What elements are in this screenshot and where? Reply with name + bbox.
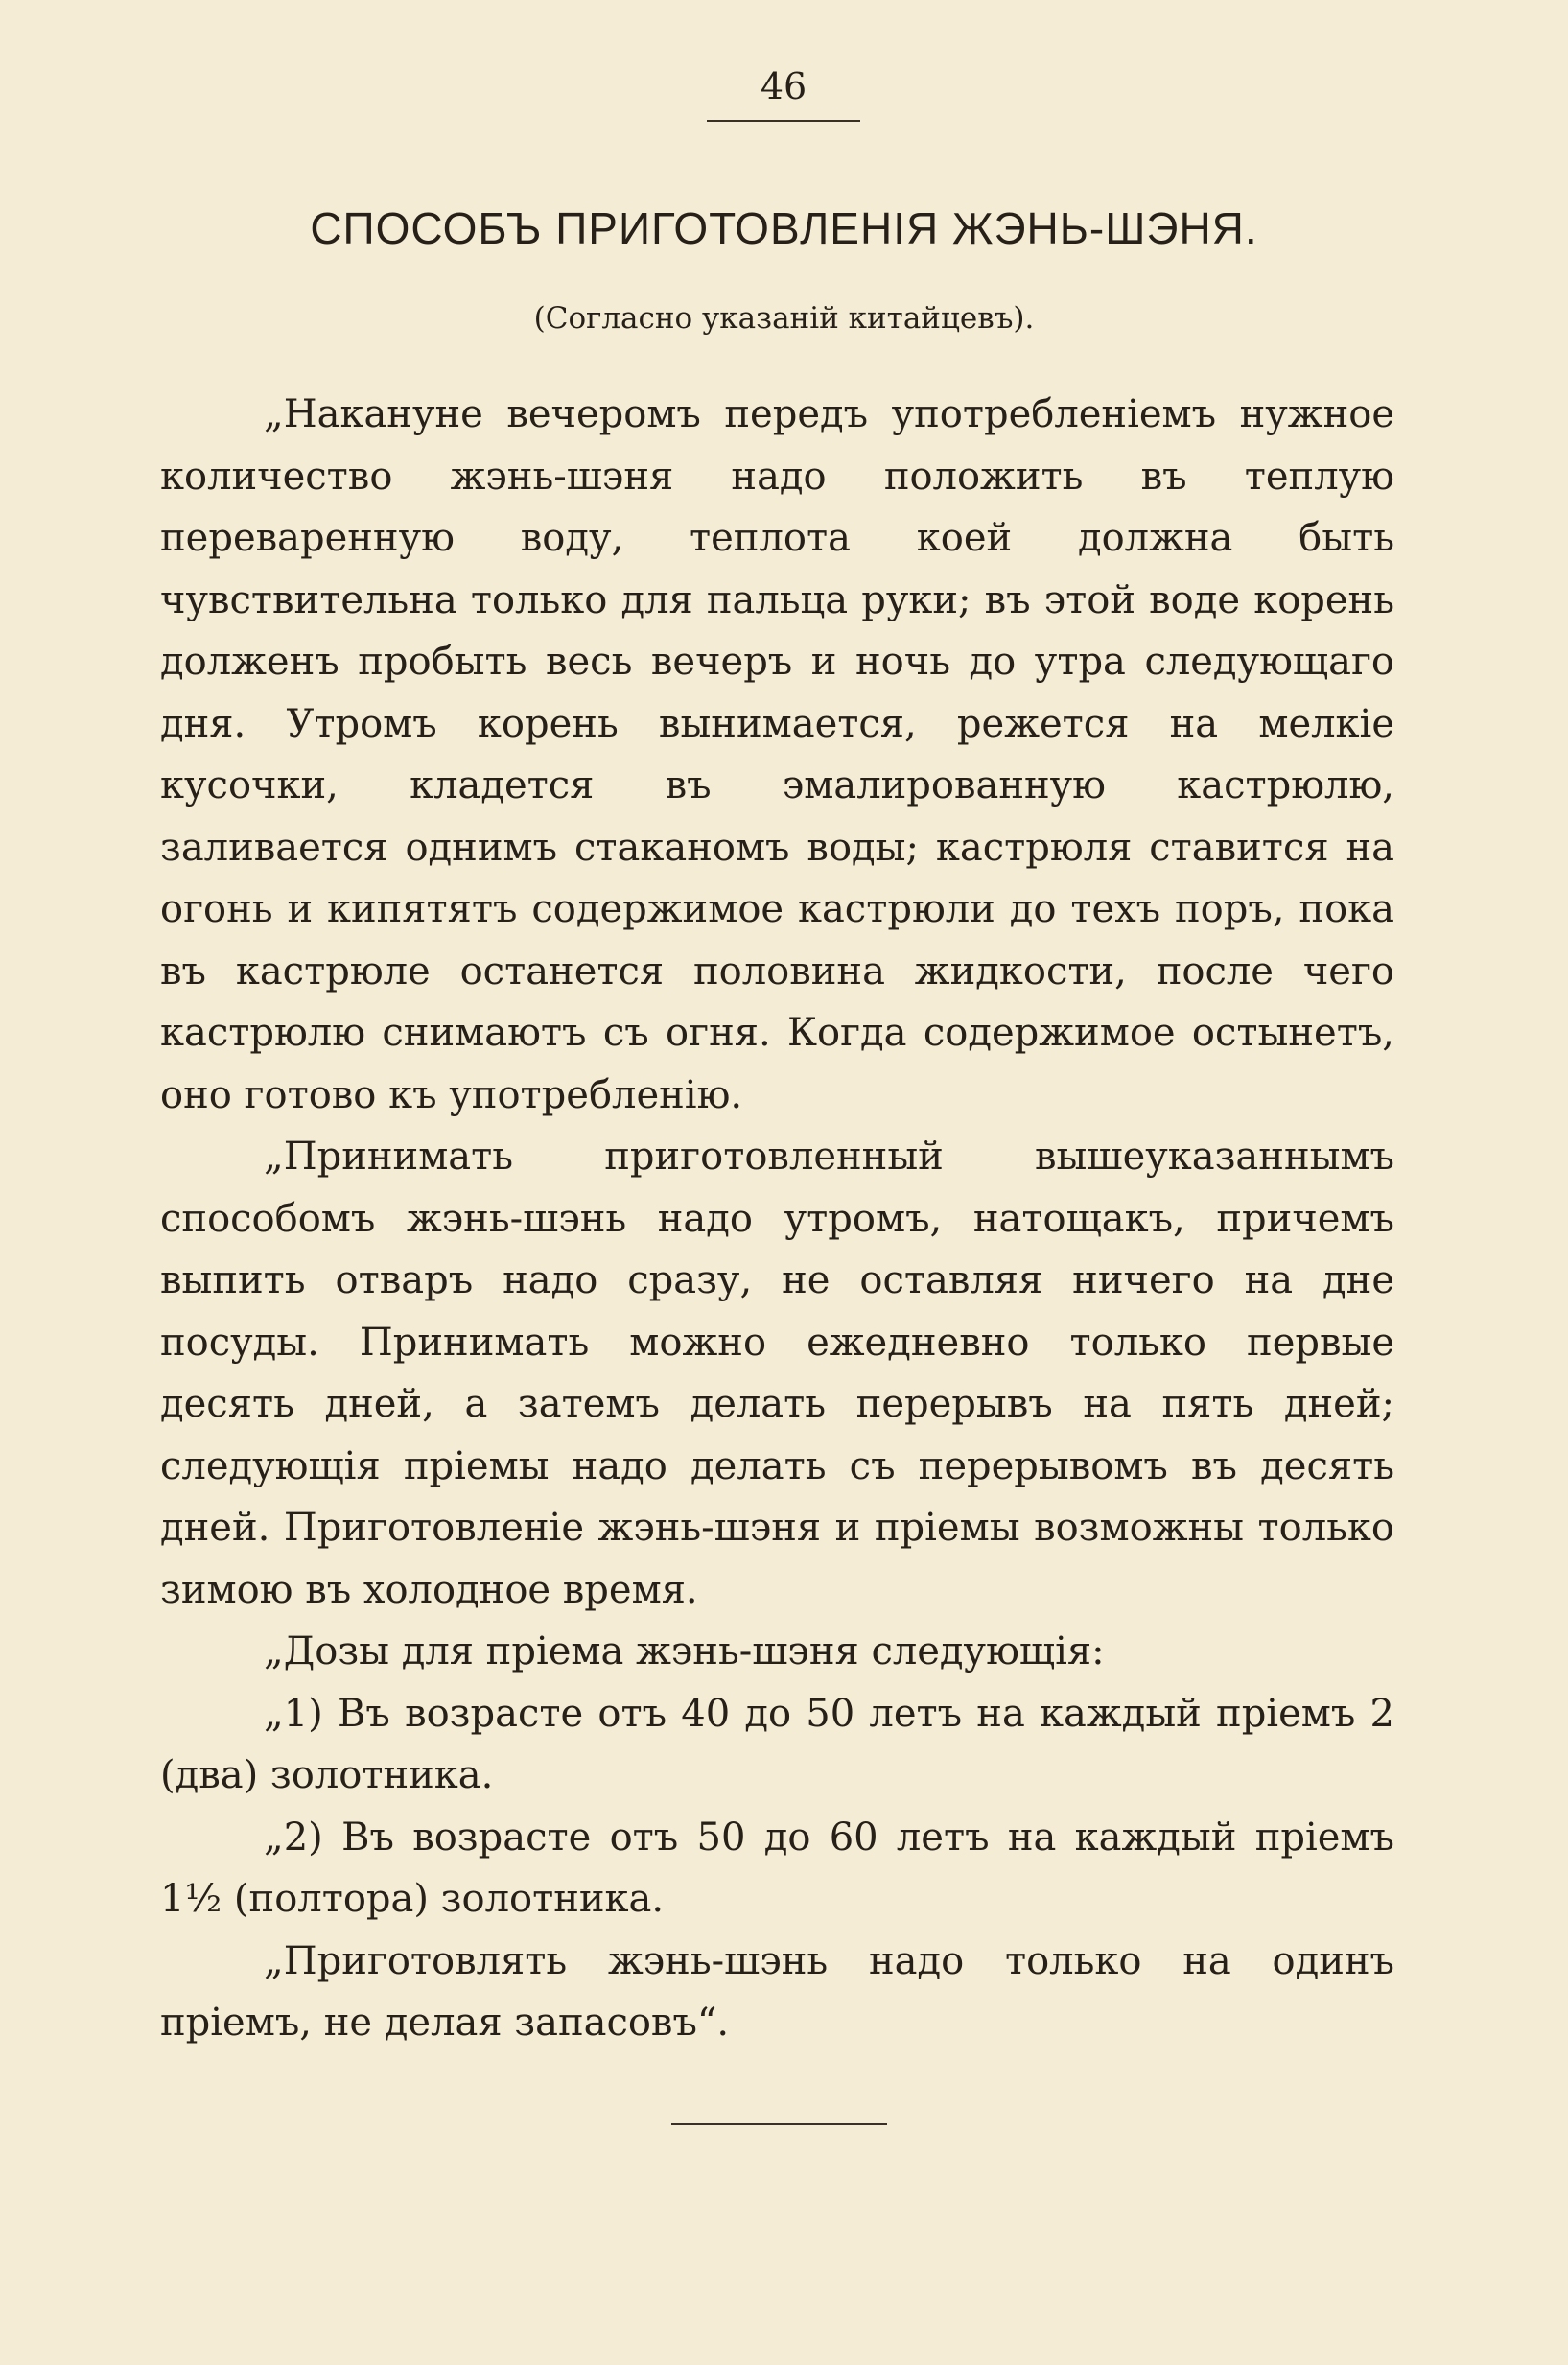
page-number: 46 (760, 65, 807, 107)
paragraph-single-dose: „Приготовлять жэнь-шэнь надо только на одинъ пріемъ, не делая запасовъ“. (160, 1938, 1394, 2045)
paragraph-dose-1: „1) Въ возрасте отъ 40 до 50 летъ на каждый пріемъ 2 (два) золотника. (160, 1691, 1394, 1797)
end-rule (671, 2123, 887, 2125)
paragraph-doses-intro: „Дозы для пріема жэнь-шэня следующія: (264, 1629, 1105, 1674)
chapter-title: СПОСОБЪ ПРИГОТОВЛЕНІЯ ЖЭНЬ-ШЭНЯ. (310, 203, 1258, 253)
chapter-subtitle: (Согласно указаній китайцевъ). (533, 301, 1035, 336)
page-number-rule (707, 120, 860, 122)
paragraph-intake: „Принимать приготовленный вышеуказаннымъ способомъ жэнь-шэнь надо утромъ, натощакъ, причемъ выпить отваръ надо сразу, не оставляя ничего на дне посуды. Принимать можно ежедневно только первые десять дней, а затемъ делать перерывъ на пять дней; следующія пріемы надо делать съ перерывомъ въ десять дней. Приготовленіе жэнь-шэня и пріемы возможны только зимою въ холодное время. (160, 1135, 1394, 1612)
paragraph-dose-2: „2) Въ возрасте отъ 50 до 60 летъ на каждый пріемъ 1½ (полтора) золотника. (160, 1815, 1394, 1921)
body-text (160, 384, 1394, 2054)
paragraph-preparation: „Накануне вечеромъ передъ употребленіемъ нужное количество жэнь-шэня надо положить въ теплую переваренную воду, теплота коей должна быть чувствительна только для пальца руки; въ этой воде корень долженъ пробыть весь вечеръ и ночь до утра следующаго дня. Утромъ корень вынимается, режется на мелкіе кусочки, кладется въ эмалированную кастрюлю, заливается однимъ стаканомъ воды; кастрюля ставится на огонь и кипятятъ содержимое кастрюли до техъ поръ, пока въ кастрюле останется половина жидкости, после чего кастрюлю снимаютъ съ огня. Когда содержимое остынетъ, оно готово къ употребленію. (160, 392, 1394, 1117)
